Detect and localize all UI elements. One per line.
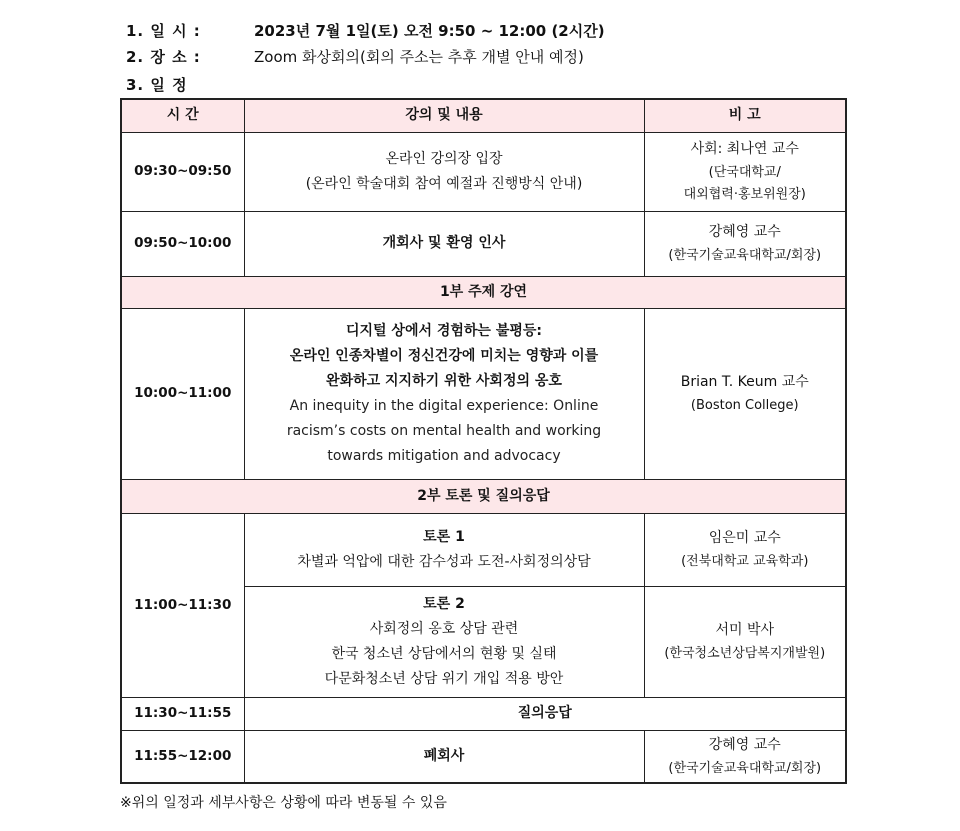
header-content: 강의 및 내용 (244, 99, 644, 132)
table-row (121, 513, 846, 586)
header-time: 시 간 (121, 99, 244, 132)
lecture-title-en-line: racism’s costs on mental health and working (286, 422, 602, 439)
moderator-role: 대외협력·홍보위원장) (683, 187, 806, 202)
discussion-title: 토론 1 (423, 528, 465, 545)
speaker-affil: (한국기술교육대학교/회장) (668, 760, 822, 776)
moderator-affil: (단국대학교/ (708, 165, 781, 180)
time-cell: 09:50~10:00 (121, 211, 244, 276)
section-title: 2부 토론 및 질의응답 (121, 479, 846, 513)
note-cell (644, 730, 846, 783)
section-title: 1부 주제 강연 (121, 276, 846, 308)
discussant-name: 서미 박사 (715, 622, 775, 638)
speaker-affil: (Boston College) (690, 398, 799, 413)
discussion-text: 차별과 억압에 대한 감수성과 도전-사회정의상담 (297, 553, 591, 570)
discussion-text: 다문화청소년 상담 위기 개입 적용 방안 (324, 670, 564, 687)
speaker-name: 강혜영 교수 (708, 224, 781, 240)
discussion-title: 토론 2 (423, 595, 465, 612)
table-row (121, 730, 846, 783)
content-cell (244, 513, 644, 586)
note-cell (644, 513, 846, 586)
speaker-affil: (한국기술교육대학교/회장) (668, 248, 822, 263)
table-row (121, 132, 846, 211)
place-label: 2. 장 소 : (126, 48, 201, 66)
footnote: ※위의 일정과 세부사항은 상황에 따라 변동될 수 있음 (120, 795, 447, 811)
place-value: Zoom 화상회의(회의 주소는 추후 개별 안내 예정) (254, 48, 584, 66)
content-cell (244, 132, 644, 211)
table-row (121, 697, 846, 730)
discussant-affil: (한국청소년상담복지개발원) (664, 646, 826, 661)
schedule-table (120, 98, 847, 784)
moderator-name: 사회: 최나연 교수 (690, 141, 799, 157)
time-cell: 11:00~11:30 (121, 513, 244, 697)
lecture-title-en-line: An inequity in the digital experience: Online (289, 397, 599, 414)
time-cell: 10:00~11:00 (121, 308, 244, 479)
date-label: 1. 일 시 : (126, 22, 201, 40)
note-cell (644, 308, 846, 479)
note-cell (644, 211, 846, 276)
discussant-name: 임은미 교수 (708, 530, 781, 546)
content-cell: 질의응답 (244, 697, 846, 730)
header-note: 비 고 (644, 99, 846, 132)
section-row (121, 276, 846, 308)
discussion-text: 한국 청소년 상담에서의 현황 및 실태 (331, 645, 557, 662)
speaker-name: 강혜영 교수 (708, 736, 781, 753)
time-cell: 09:30~09:50 (121, 132, 244, 211)
time-cell: 11:30~11:55 (121, 697, 244, 730)
content-line: 온라인 강의장 입장 (385, 150, 503, 167)
section-row (121, 479, 846, 513)
table-row (121, 308, 846, 479)
note-cell (644, 132, 846, 211)
discussion-text: 사회정의 옹호 상담 관련 (369, 620, 519, 637)
content-line: (온라인 학술대회 참여 예절과 진행방식 안내) (305, 175, 583, 192)
lecture-title-line: 온라인 인종차별이 정신건강에 미치는 영향과 이를 (289, 347, 599, 364)
speaker-name: Brian T. Keum 교수 (680, 374, 809, 390)
content-cell (244, 586, 644, 697)
content-cell (244, 308, 644, 479)
content-cell: 개회사 및 환영 인사 (244, 211, 644, 276)
time-cell: 11:55~12:00 (121, 730, 244, 783)
table-row (121, 211, 846, 276)
note-cell (644, 586, 846, 697)
discussant-affil: (전북대학교 교육학과) (681, 554, 809, 569)
date-value: 2023년 7월 1일(토) 오전 9:50 ~ 12:00 (2시간) (254, 22, 605, 40)
content-cell: 폐회사 (244, 730, 644, 783)
lecture-title-en-line: towards mitigation and advocacy (327, 447, 561, 464)
lecture-title-line: 완화하고 지지하기 위한 사회정의 옹호 (326, 372, 562, 389)
schedule-label: 3. 일 정 (126, 76, 188, 94)
lecture-title-line: 디지털 상에서 경험하는 불평등: (345, 322, 543, 339)
header-row (121, 99, 846, 132)
